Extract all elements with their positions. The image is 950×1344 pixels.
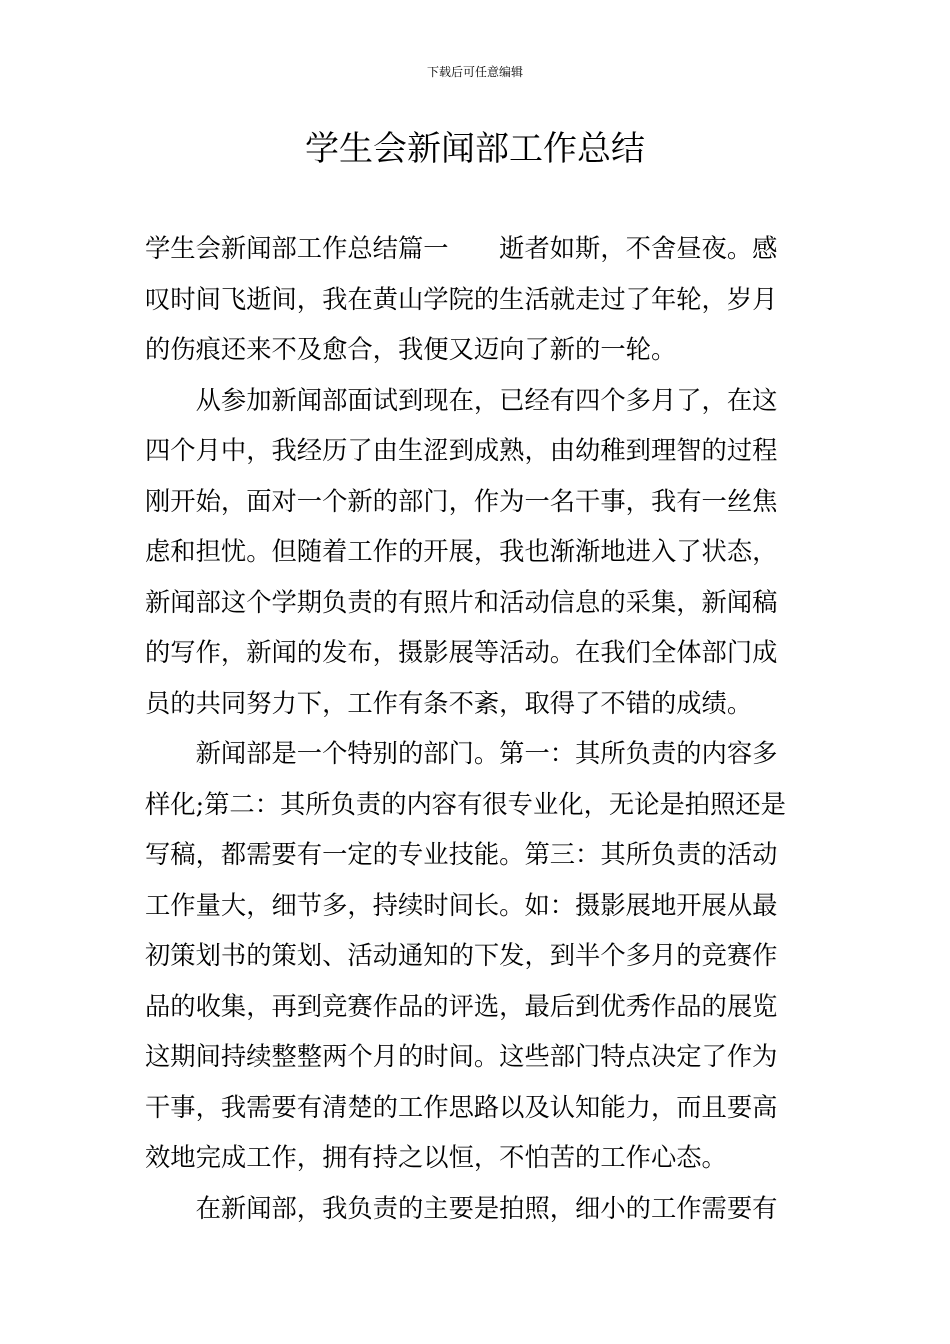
body-line: 新闻部这个学期负责的有照片和活动信息的采集，新闻稿 — [145, 587, 778, 617]
body-line: 的写作，新闻的发布，摄影展等活动。在我们全体部门成 — [145, 638, 778, 667]
body-line: 效地完成工作，拥有持之以恒，不怕苦的工作心态。 — [145, 1143, 727, 1172]
document-title: 学生会新闻部工作总结 — [305, 129, 645, 169]
body-line: 虑和担忧。但随着工作的开展，我也渐渐地进入了状态， — [145, 537, 778, 566]
body-line: 四个月中，我经历了由生涩到成熟，由幼稚到理智的过程 — [145, 436, 778, 465]
body-line: 叹时间飞逝间，我在黄山学院的生活就走过了年轮，岁月 — [145, 284, 778, 314]
body-line: 工作量大，细节多，持续时间长。如：摄影展地开展从最 — [145, 890, 778, 920]
body-line: 新闻部是一个特别的部门。第一：其所负责的内容多 — [145, 739, 778, 768]
body-line: 初策划书的策划、活动通知的下发，到半个多月的竞赛作 — [145, 941, 778, 970]
body-line: 的伤痕还来不及愈合，我便又迈向了新的一轮。 — [145, 335, 677, 364]
body-line: 员的共同努力下，工作有条不紊，取得了不错的成绩。 — [145, 688, 753, 718]
body-line: 样化;第二：其所负责的内容有很专业化，无论是拍照还是 — [145, 789, 786, 819]
body-line: 干事，我需要有清楚的工作思路以及认知能力，而且要高 — [145, 1092, 778, 1122]
body-line: 这期间持续整整两个月的时间。这些部门特点决定了作为 — [145, 1042, 778, 1071]
body-line: 学生会新闻部工作总结篇一 逝者如斯，不舍昼夜。感 — [145, 234, 778, 263]
body-line: 品的收集，再到竞赛作品的评选，最后到优秀作品的展览 — [145, 991, 778, 1021]
body-line: 在新闻部，我负责的主要是拍照，细小的工作需要有 — [145, 1193, 778, 1223]
body-line: 从参加新闻部面试到现在，已经有四个多月了，在这 — [145, 385, 778, 415]
body-line: 刚开始，面对一个新的部门，作为一名干事，我有一丝焦 — [145, 486, 778, 516]
header-note: 下载后可任意编辑 — [426, 65, 523, 79]
document-body — [145, 224, 807, 1234]
body-line: 写稿，都需要有一定的专业技能。第三：其所负责的活动 — [145, 840, 778, 869]
